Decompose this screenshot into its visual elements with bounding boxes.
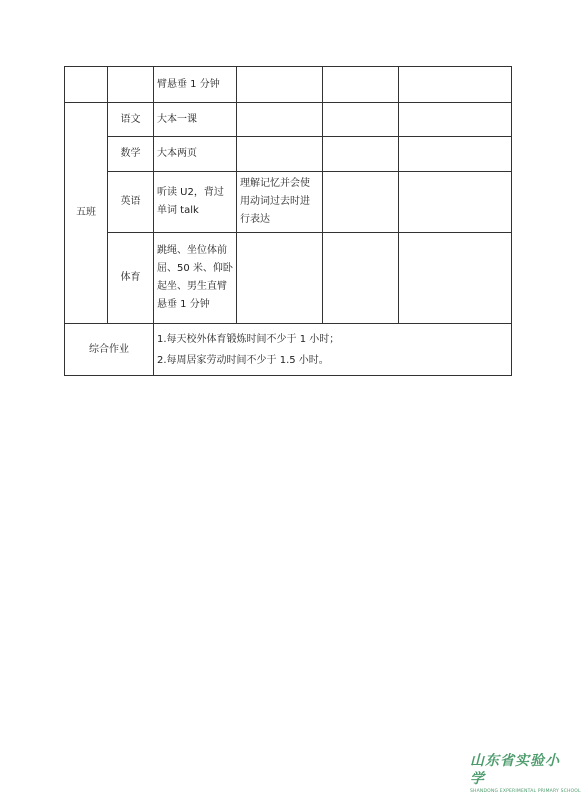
comprehensive-list-cell: [154, 324, 512, 376]
subject-cell: 体育: [108, 233, 154, 324]
logo-text: 山东省实验小学: [470, 753, 560, 787]
table-row: [65, 137, 512, 172]
table-row: [65, 67, 512, 103]
table-row: [65, 324, 512, 376]
comprehensive-item: 1.每天校外体育锻炼时间不少于 1 小时；: [157, 333, 340, 345]
goal-cell: 理解记忆并会使用动词过去时进行表达: [237, 172, 323, 233]
school-logo: [470, 752, 581, 794]
content-cell: 大本一课: [154, 103, 237, 137]
subject-cell: 语文: [108, 103, 154, 137]
subject-cell: 英语: [108, 172, 154, 233]
homework-table: [64, 66, 512, 376]
content-cell: 臂悬垂 1 分钟: [154, 67, 237, 103]
empty-cell: [399, 233, 512, 324]
goal-cell: [237, 67, 323, 103]
empty-cell: [323, 137, 399, 172]
empty-cell: [399, 103, 512, 137]
empty-cell: [399, 137, 512, 172]
subject-cell: 数学: [108, 137, 154, 172]
empty-cell: [323, 233, 399, 324]
table-row: [65, 103, 512, 137]
goal-cell: [237, 137, 323, 172]
content-cell: 听读 U2，背过单词 talk: [154, 172, 237, 233]
empty-cell: [399, 67, 512, 103]
empty-cell: [323, 172, 399, 233]
comprehensive-item: 2.每周居家劳动时间不少于 1.5 小时。: [157, 354, 329, 366]
class-cell-empty: [65, 67, 108, 103]
logo-subtext: SHANDONG EXPERIMENTAL PRIMARY SCHOOL: [470, 789, 581, 794]
table-row: [65, 233, 512, 324]
empty-cell: [323, 103, 399, 137]
content-cell: 跳绳、坐位体前屈、50 米、仰卧起坐、男生直臂悬垂 1 分钟: [154, 233, 237, 324]
class-name-cell: 五班: [65, 103, 108, 324]
empty-cell: [323, 67, 399, 103]
subject-cell-empty: [108, 67, 154, 103]
goal-cell: [237, 103, 323, 137]
table-row: [65, 172, 512, 233]
content-cell: 大本两页: [154, 137, 237, 172]
empty-cell: [399, 172, 512, 233]
comprehensive-title-cell: 综合作业: [65, 324, 154, 376]
goal-cell: [237, 233, 323, 324]
